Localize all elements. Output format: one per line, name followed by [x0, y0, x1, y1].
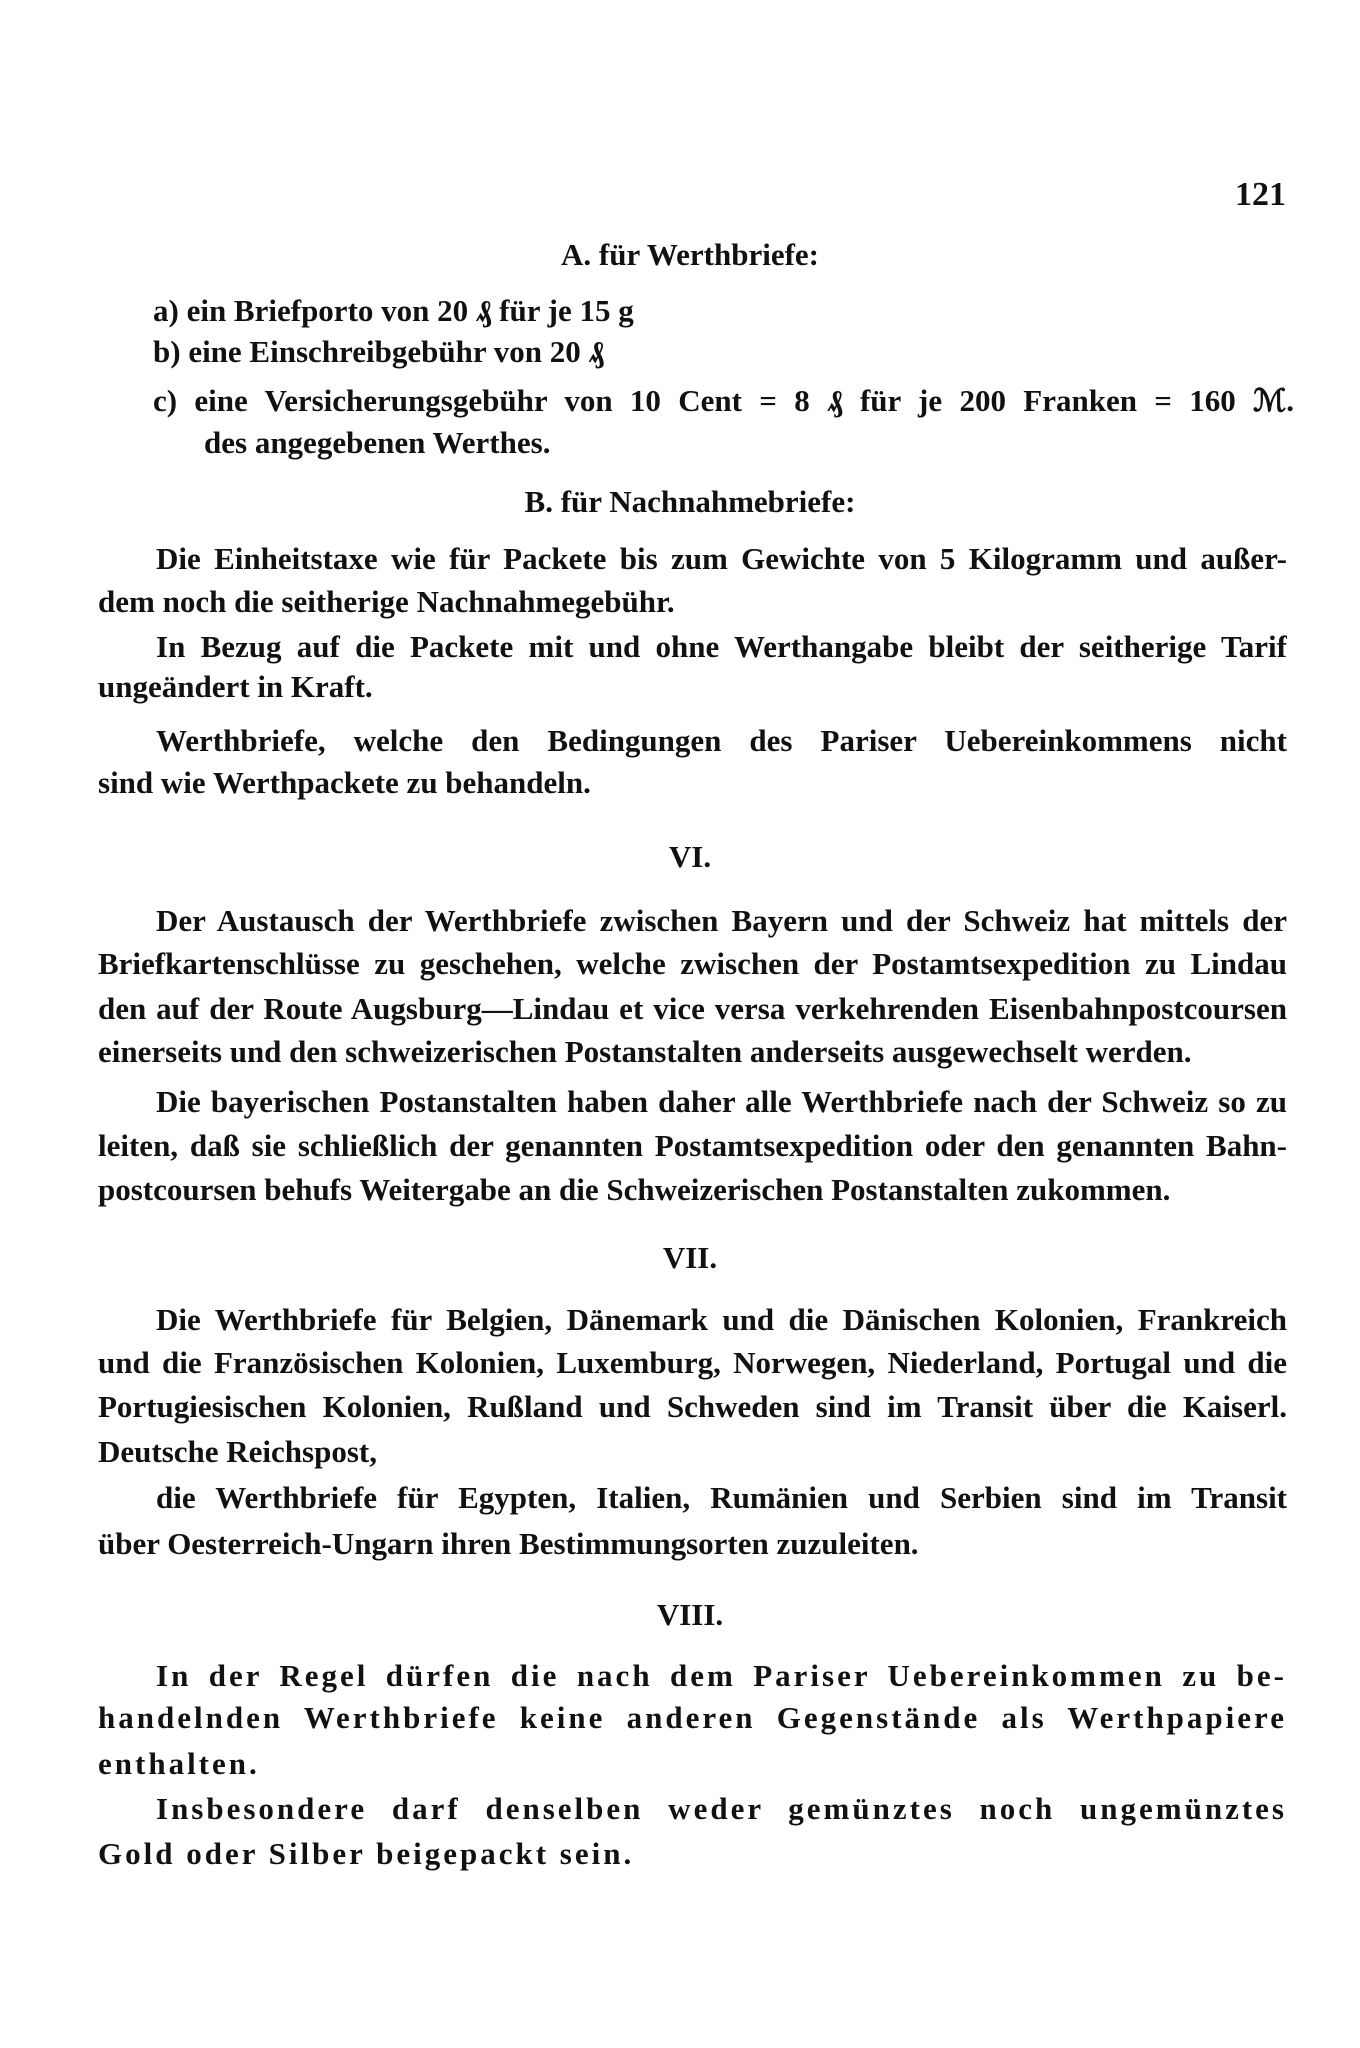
text-line: Portugiesischen Kolonien, Rußland und Schweden sind im Transit über die Kaiserl.: [98, 1389, 1287, 1424]
text-line: Insbesondere darf denselben weder gemünztes noch ungemünztes: [156, 1791, 1287, 1826]
text-line: leiten, daß sie schließlich der genannten Postamtsexpedition oder den genannten Bahn-: [98, 1128, 1287, 1163]
section-vii-heading: VII.: [662, 1240, 718, 1275]
text-line: handelnden Werthbriefe keine anderen Gegenstände als Werthpapiere: [98, 1700, 1287, 1735]
text-line: In der Regel dürfen die nach dem Pariser Uebereinkommen zu be-: [156, 1658, 1287, 1693]
section-b-heading: B. für Nachnahmebriefe:: [524, 484, 856, 519]
text-line: Die Werthbriefe für Belgien, Dänemark und die Dänischen Kolonien, Frankreich: [156, 1302, 1287, 1337]
text-line: Briefkartenschlüsse zu geschehen, welche zwischen der Postamtsexpedition zu Lindau: [98, 946, 1287, 981]
text-line: enthalten.: [98, 1746, 260, 1781]
item-b: b) eine Einschreibgebühr von 20 ₰: [153, 334, 605, 369]
item-a: a) ein Briefporto von 20 ₰ für je 15 g: [153, 293, 634, 328]
text-line: über Oesterreich-Ungarn ihren Bestimmungsorten zuzuleiten.: [98, 1526, 919, 1561]
text-line: sind wie Werthpackete zu behandeln.: [98, 765, 591, 800]
text-line: Der Austausch der Werthbriefe zwischen Bayern und der Schweiz hat mittels der: [156, 903, 1287, 938]
text-line: In Bezug auf die Packete mit und ohne Werthangabe bleibt der seitherige Tarif: [156, 629, 1287, 664]
section-vi-heading: VI.: [668, 839, 712, 874]
text-line: Deutsche Reichspost,: [98, 1434, 377, 1469]
text-line: die Werthbriefe für Egypten, Italien, Rumänien und Serbien sind im Transit: [156, 1480, 1287, 1515]
text-line: ungeändert in Kraft.: [98, 669, 373, 704]
item-c-cont: des angegebenen Werthes.: [204, 425, 551, 460]
text-line: den auf der Route Augsburg—Lindau et vice versa verkehrenden Eisenbahnpostcoursen: [98, 991, 1287, 1026]
text-line: einerseits und den schweizerischen Postanstalten anderseits ausgewechselt werden.: [98, 1034, 1192, 1069]
section-a-heading: A. für Werthbriefe:: [561, 237, 819, 272]
text-line: postcoursen behufs Weitergabe an die Schweizerischen Postanstalten zukommen.: [98, 1172, 1171, 1207]
text-line: Die Einheitstaxe wie für Packete bis zum Gewichte von 5 Kilogramm und außer-: [156, 541, 1287, 576]
text-line: Die bayerischen Postanstalten haben daher alle Werthbriefe nach der Schweiz so zu: [156, 1084, 1287, 1119]
text-line: Werthbriefe, welche den Bedingungen des Pariser Uebereinkommens nicht: [156, 723, 1287, 758]
item-c: c) eine Versicherungsgebühr von 10 Cent = 8 ₰ für je 200 Franken = 160 ℳ.: [153, 383, 1294, 418]
text-line: und die Französischen Kolonien, Luxemburg, Norwegen, Niederland, Portugal und die: [98, 1345, 1287, 1380]
page-number: 121: [1235, 176, 1286, 213]
text-line: dem noch die seitherige Nachnahmegebühr.: [98, 584, 675, 619]
text-line: Gold oder Silber beigepackt sein.: [98, 1836, 635, 1871]
section-viii-heading: VIII.: [656, 1597, 724, 1632]
